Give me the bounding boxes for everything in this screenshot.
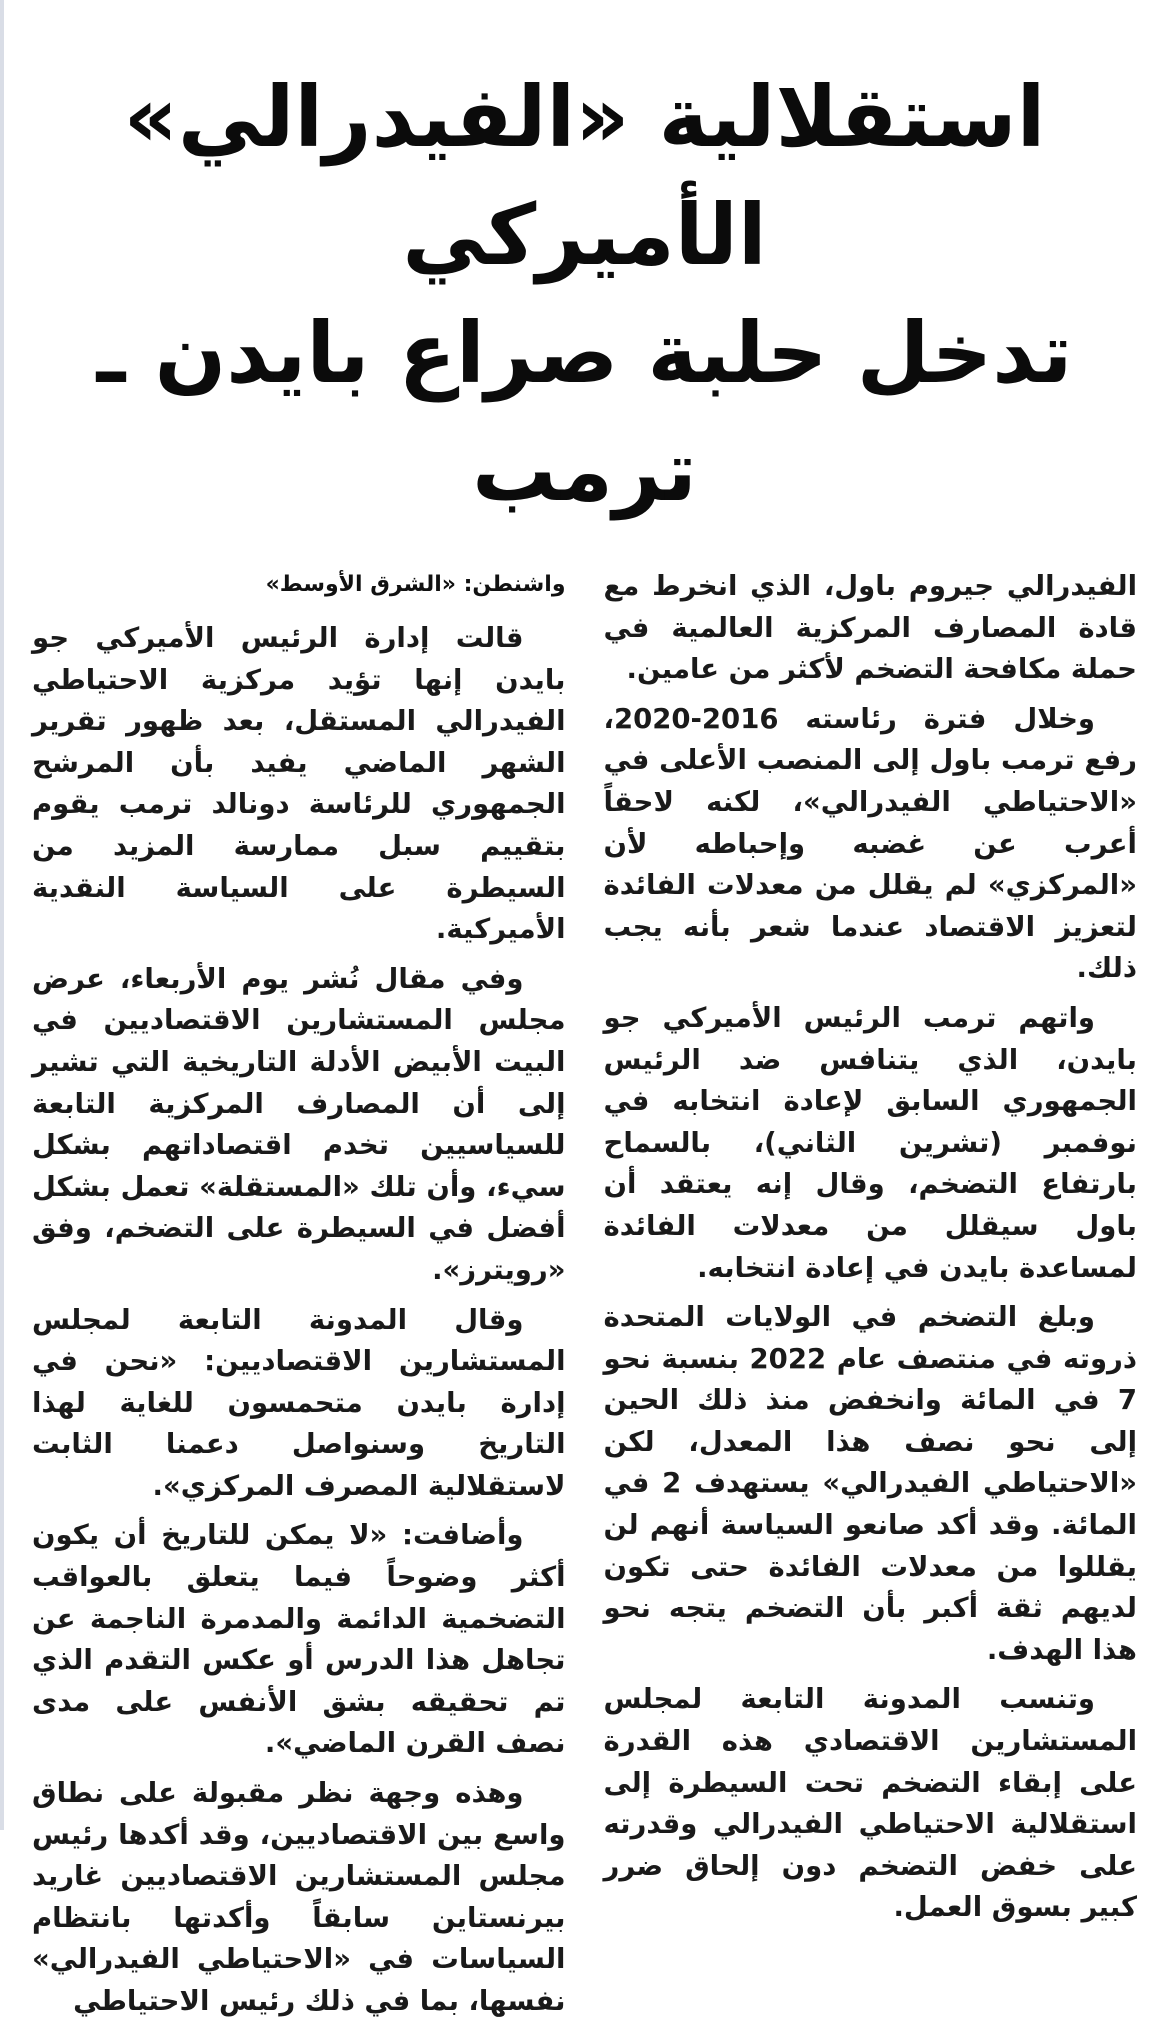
headline-line-1: استقلالية «الفيدرالي» الأميركي <box>123 68 1046 284</box>
left-column <box>604 566 1138 2031</box>
paragraph: وخلال فترة رئاسته 2016-2020، رفع ترمب باول إلى المنصب الأعلى في «الاحتياطي الفيدرالي»، لكنه لاحقاً أعرب عن غضبه وإحباطه لأن «المركزي» لم يقلل من معدلات الفائدة لتعزيز الاقتصاد عندما شعر بأنه يجب ذلك. <box>603 702 1137 985</box>
paragraph: واتهم ترمب الرئيس الأميركي جو بايدن، الذي يتنافس ضد الرئيس الجمهوري السابق لإعادة انتخابه في نوفمبر (تشرين الثاني)، بالسماح بارتفاع التضخم، وقال إنه يعتقد أن باول سيقلل من معدلات الفائدة لمساعدة بايدن في إعادة انتخابه. <box>603 1001 1137 1284</box>
paragraph: الفيدرالي جيروم باول، الذي انخرط مع قادة المصارف المركزية العالمية في حملة مكافحة التضخم لأكثر من عامين. <box>603 570 1137 686</box>
paragraph: وأضافت: «لا يمكن للتاريخ أن يكون أكثر وضوحاً فيما يتعلق بالعواقب التضخمية الدائمة والمدمرة الناجمة عن تجاهل هذا الدرس أو عكس التقدم الذي تم تحقيقه بشق الأنفس على مدى نصف القرن الماضي». <box>32 1519 566 1760</box>
paragraph: وتنسب المدونة التابعة لمجلس المستشارين الاقتصادي هذه القدرة على إبقاء التضخم تحت السيطرة إلى استقلالية الاحتياطي الفيدرالي وقدرته على خفض التضخم دون إلحاق ضرر كبير بسوق العمل. <box>603 1683 1137 1924</box>
paragraph: وهذه وجهة نظر مقبولة على نطاق واسع بين الاقتصاديين، وقد أكدها رئيس مجلس المستشارين الاقتصاديين غاريد بيرنستاين سابقاً وأكدتها بانتظام السياسات في «الاحتياطي الفيدرالي» نفسها، بما في ذلك رئيس الاحتياطي <box>32 1777 566 2017</box>
paragraph: وقال المدونة التابعة لمجلس المستشارين الاقتصاديين: «نحن في إدارة بايدن متحمسون للغاية لهذا التاريخ وسنواصل دعمنا الثابت لاستقلالية المصرف المركزي». <box>32 1303 566 1502</box>
paragraph: قالت إدارة الرئيس الأميركي جو بايدن إنها تؤيد مركزية الاحتياطي الفيدرالي المستقل، بعد ظهور تقرير الشهر الماضي يفيد بأن المرشح الجمهوري للرئاسة دونالد ترمب يقوم بتقييم سبل ممارسة المزيد من السيطرة على السياسة النقدية الأميركية. <box>32 622 566 946</box>
headline <box>32 58 1137 530</box>
right-column <box>32 566 566 2031</box>
headline-line-2: تدخل حلبة صراع بايدن ـ ترمب <box>96 304 1073 520</box>
paragraph: وبلغ التضخم في الولايات المتحدة ذروته في منتصف عام 2022 بنسبة نحو 7 في المائة وانخفض منذ ذلك الحين إلى نحو نصف هذا المعدل، لكن «الاحتياطي الفيدرالي» يستهدف 2 في المائة. وقد أكد صانعو السياسة أنهم لن يقللوا من معدلات الفائدة حتى تكون لديهم ثقة أكبر بأن التضخم يتجه نحو هذا الهدف. <box>603 1301 1138 1666</box>
dateline: واشنطن: «الشرق الأوسط» <box>265 572 566 597</box>
article-columns <box>32 566 1137 2031</box>
paragraph: وفي مقال نُشر يوم الأربعاء، عرض مجلس المستشارين الاقتصاديين في البيت الأبيض الأدلة التاريخية التي تشير إلى أن المصارف المركزية التابعة للسياسيين تخدم اقتصاداتهم بشكل سيء، وأن تلك «المستقلة» تعمل بشكل أفضل في السيطرة على التضخم، وفق «رويترز». <box>32 962 566 1286</box>
